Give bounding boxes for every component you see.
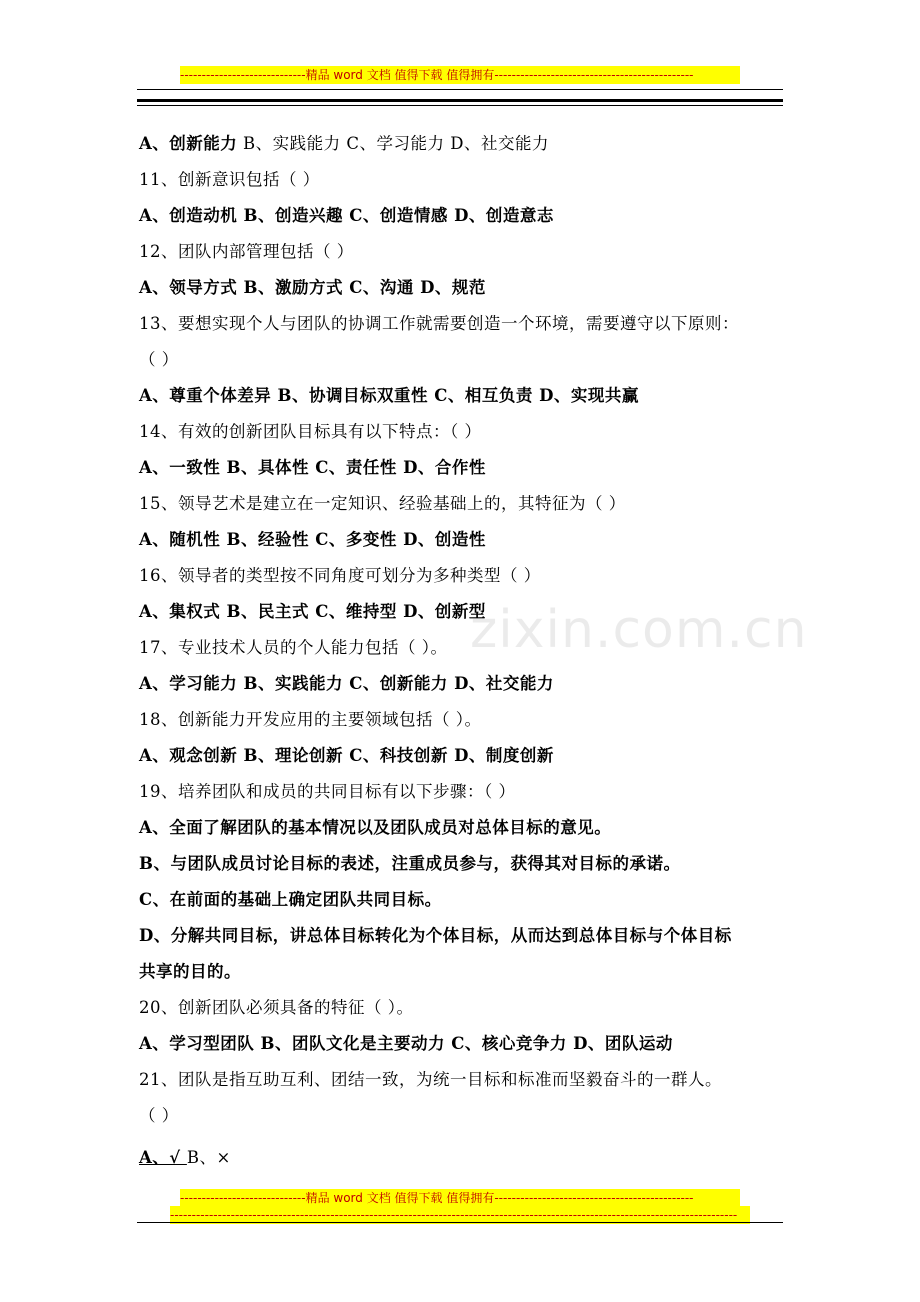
text-line: 20、创新团队必须具备的特征（ ）。 — [139, 998, 414, 1017]
header-rule-thin — [137, 89, 783, 90]
text-line: C、在前面的基础上确定团队共同目标。 — [139, 890, 442, 909]
text-line: A、领导方式 B、激励方式 C、沟通 D、规范 — [139, 278, 486, 297]
text-line: （ ） — [139, 1106, 179, 1125]
text-line: A、全面了解团队的基本情况以及团队成员对总体目标的意见。 — [139, 818, 612, 837]
text-line: A、集权式 B、民主式 C、维持型 D、创新型 — [139, 602, 486, 621]
answer-b: B、× — [186, 1148, 231, 1167]
footer-banner: -----------------------------精品 word 文档 值得下载 值得拥有---------------------------------------------- — [180, 1189, 740, 1207]
text-line: A、学习能力 B、实践能力 C、创新能力 D、社交能力 — [139, 674, 554, 693]
text-line: 15、领导艺术是建立在一定知识、经验基础上的，其特征为（ ） — [139, 494, 626, 513]
header-banner: -----------------------------精品 word 文档 值得下载 值得拥有---------------------------------------------- — [180, 66, 740, 84]
text-line: （ ） — [139, 350, 179, 369]
text-line: A、观念创新 B、理论创新 C、科技创新 D、制度创新 — [139, 746, 554, 765]
text-line: D、分解共同目标，讲总体目标转化为个体目标，从而达到总体目标与个体目标 — [139, 926, 732, 945]
text-line: B、与团队成员讨论目标的表述，注重成员参与，获得其对目标的承诺。 — [139, 854, 681, 873]
text-line: 14、有效的创新团队目标具有以下特点：（ ） — [139, 422, 482, 441]
answer-a: A、√ — [139, 1148, 187, 1167]
text-line: 17、专业技术人员的个人能力包括（ ）。 — [139, 638, 448, 657]
text-line: A、一致性 B、具体性 C、责任性 D、合作性 — [139, 458, 486, 477]
text-line: 16、领导者的类型按不同角度可划分为多种类型（ ） — [139, 566, 541, 585]
header-rule-thin-2 — [137, 105, 783, 106]
text-line: A、随机性 B、经验性 C、多变性 D、创造性 — [139, 530, 486, 549]
text-line: A、创造动机 B、创造兴趣 C、创造情感 D、创造意志 — [139, 206, 554, 225]
text-line: 19、培养团队和成员的共同目标有以下步骤：（ ） — [139, 782, 516, 801]
header-rule-thick — [137, 99, 783, 102]
text-line: 共享的目的。 — [139, 962, 241, 981]
text-line: 21、团队是指互助互利、团结一致，为统一目标和标准而坚毅奋斗的一群人。 — [139, 1070, 722, 1089]
text-line: A、尊重个体差异 B、协调目标双重性 C、相互负责 D、实现共赢 — [139, 386, 639, 405]
text-line — [139, 132, 549, 156]
text-line: 13、要想实现个人与团队的协调工作就需要创造一个环境，需要遵守以下原则： — [139, 314, 739, 333]
text-line: A、学习型团队 B、团队文化是主要动力 C、核心竞争力 D、团队运动 — [139, 1034, 673, 1053]
text-line: 18、创新能力开发应用的主要领域包括（ ）。 — [139, 710, 482, 729]
line-bold-prefix: A、创新能力 — [139, 134, 238, 153]
watermark: zixin.com.cn — [470, 600, 808, 660]
footer-rule — [137, 1222, 783, 1223]
line-rest: B、实践能力 C、学习能力 D、社交能力 — [237, 134, 550, 153]
text-line: 12、团队内部管理包括（ ） — [139, 242, 354, 261]
text-line: 11、创新意识包括（ ） — [139, 170, 320, 189]
footer-banner-2: ----------------------------------------------------------------------------------------------------------------------------------- — [170, 1206, 750, 1224]
